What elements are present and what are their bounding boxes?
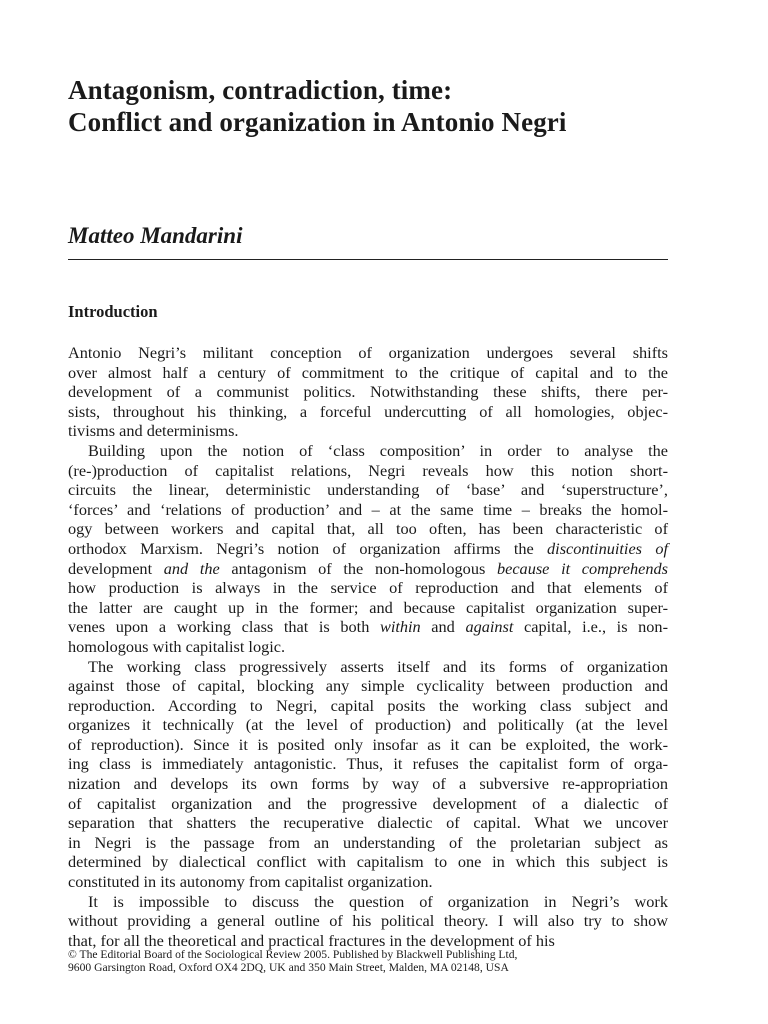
italic-text: and the (152, 558, 232, 578)
text-segment: development of a communist politics. Notwithstanding these shifts, there per- (68, 382, 668, 402)
text-line (68, 421, 668, 441)
body-text (68, 343, 668, 950)
text-line (68, 754, 668, 774)
text-line (68, 402, 668, 422)
text-segment: circuits the linear, deterministic understanding of ‘base’ and ‘superstructure’, (68, 480, 668, 500)
text-line (68, 794, 668, 814)
text-line (68, 735, 668, 755)
text-segment: separation that shatters the recuperative dialectic of capital. What we uncover (68, 813, 668, 833)
footer-line-2: 9600 Garsington Road, Oxford OX4 2DQ, UK and 350 Main Street, Malden, MA 02148, USA (68, 961, 509, 974)
text-segment: Antonio Negri’s militant conception of organization undergoes several shifts (68, 343, 668, 362)
title-line-2: Conflict and organization in Antonio Negri (68, 107, 567, 137)
text-line (68, 774, 668, 794)
italic-text: discontinuities of (547, 538, 668, 558)
footer-line-1: © The Editorial Board of the Sociological Review 2005. Published by Blackwell Publishing Ltd, (68, 948, 518, 961)
copyright-footer (68, 948, 688, 974)
article-title (68, 74, 688, 138)
text-segment: It is impossible to discuss the question of organization in Negri’s work (88, 891, 668, 911)
text-line (68, 519, 668, 539)
section-heading: Introduction (68, 302, 158, 321)
text-segment: determined by dialectical conflict with capitalism to one in which this subject is (68, 852, 668, 872)
text-segment: ing class is immediately antagonistic. Thus, it refuses the capitalist form of orga- (68, 754, 668, 774)
text-segment: development (68, 558, 153, 578)
italic-text: within (379, 617, 421, 637)
text-segment: tivisms and determinisms. (68, 421, 239, 441)
text-segment: sists, throughout his thinking, a forceful undercutting of all homologies, objec- (68, 401, 668, 421)
author-name: Matteo Mandarini (68, 223, 243, 248)
text-segment: in Negri is the passage from an understanding of the proletarian subject as (68, 832, 668, 852)
text-line (68, 617, 668, 637)
text-line (68, 676, 668, 696)
body-paragraph (68, 657, 668, 892)
text-line (68, 500, 668, 520)
text-segment: nization and develops its own forms by way of a subversive re-appropriation (68, 774, 668, 794)
text-segment: of reproduction). Since it is posited only insofar as it can be exploited, the work- (68, 734, 668, 754)
text-line (68, 441, 668, 461)
text-line (68, 657, 668, 677)
text-segment: reproduction. According to Negri, capital posits the working class subject and (68, 695, 668, 715)
text-line (68, 363, 668, 383)
text-line (68, 382, 668, 402)
text-segment: over almost half a century of commitment to the critique of capital and to the (68, 362, 668, 382)
title-line-1: Antagonism, contradiction, time: (68, 75, 453, 105)
text-segment: ogy between workers and capital that, all too often, has been characteristic of (68, 519, 668, 539)
text-line (68, 598, 668, 618)
text-line (68, 813, 668, 833)
text-segment: without providing a general outline of his political theory. I will also try to show (68, 911, 668, 931)
text-segment: The working class progressively asserts itself and its forms of organization (88, 656, 668, 676)
text-segment: constituted in its autonomy from capitalist organization. (68, 872, 433, 892)
text-line (68, 911, 668, 931)
text-segment: that, for all the theoretical and practical fractures in the development of his (68, 930, 555, 950)
title-divider (68, 259, 668, 260)
text-line (68, 578, 668, 598)
body-paragraph (68, 441, 668, 657)
text-line (68, 637, 668, 657)
italic-text: against (465, 617, 514, 637)
text-line (68, 461, 668, 481)
text-segment: Building upon the notion of ‘class composition’ in order to analyse the (88, 440, 668, 460)
text-segment: (re-)production of capitalist relations, Negri reveals how this notion short- (68, 460, 668, 480)
text-line (68, 852, 668, 872)
text-segment: against those of capital, blocking any simple cyclicality between production and (68, 676, 668, 696)
body-paragraph (68, 892, 668, 951)
text-line (68, 480, 668, 500)
text-segment: ‘forces’ and ‘relations of production’ and – at the same time – breaks the homol- (68, 499, 668, 519)
text-segment: antagonism of the non-homologous (231, 558, 486, 578)
text-line (68, 715, 668, 735)
text-line (68, 696, 668, 716)
text-segment: how production is always in the service of reproduction and that elements of (68, 578, 668, 598)
body-paragraph (68, 343, 668, 441)
text-segment: venes upon a working class that is both (68, 617, 380, 637)
italic-text: because it comprehends (485, 558, 668, 578)
text-line (68, 343, 668, 363)
text-segment: organizes it technically (at the level of production) and politically (at the level (68, 715, 668, 735)
text-line (68, 833, 668, 853)
text-segment: the latter are caught up in the former; and because capitalist organization super- (68, 597, 668, 617)
text-segment: orthodox Marxism. Negri’s notion of organization affirms the (68, 538, 548, 558)
text-segment: homologous with capitalist logic. (68, 636, 286, 656)
text-line (68, 872, 668, 892)
text-line (68, 892, 668, 912)
text-segment: capital, i.e., is non- (513, 617, 668, 637)
text-segment: of capitalist organization and the progressive development of a dialectic of (68, 793, 668, 813)
text-line (68, 559, 668, 579)
text-segment: and (420, 617, 466, 637)
text-line (68, 539, 668, 559)
